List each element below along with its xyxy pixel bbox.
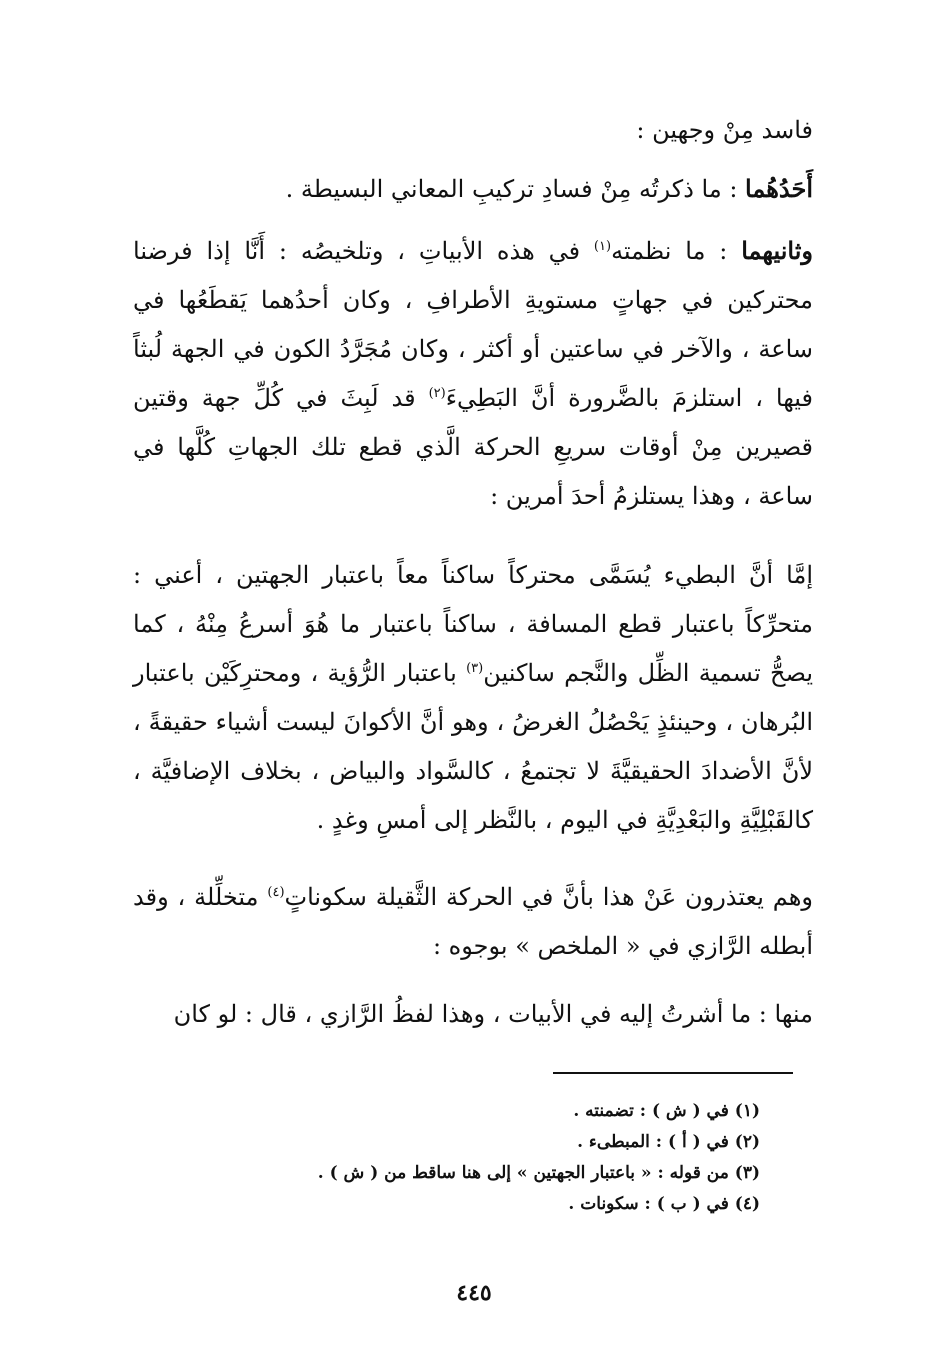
footnote-marker-1: (١) xyxy=(593,239,612,254)
paragraph-objection xyxy=(133,873,813,971)
page-number: ٤٤٥ xyxy=(456,1280,492,1306)
footnote-1: (١) في ( ش ) : تضمنته . xyxy=(573,1101,760,1121)
paragraph-text: فاسد مِنْ وجهين : xyxy=(636,116,813,144)
paragraph-text-segment: باعتبار الرُّؤية ، ومحترِكَيْن باعتبار البُرهان ، وحينئذٍ يَحْصُلُ الغرضُ ، وهو أنَّ الأكوانَ ليست أشياء حقيقةً ، لأنَّ الأضدادَ الحقيقيَّةَ لا تجتمعُ ، كالسَّواد والبياض ، بخلاف الإضافيَّة ، كالقَبْلِيَّةِ والبَعْدِيَّةِ في اليوم ، بالنَّظر إلى أمسِ وغدٍ . xyxy=(133,659,813,834)
footnote-2: (٢) في ( أ ) : المبطىء . xyxy=(577,1132,760,1152)
paragraph-second-aspect xyxy=(133,226,813,521)
paragraph-text-segment: وهم يعتذرون عَنْ هذا بأنَّ في الحركة الثَّقيلة سكوناتٍ xyxy=(284,883,814,911)
paragraph-text-segment: قد لَبِثَ في كُلِّ جهة وقتين قصيرين مِنْ أوقات سريعِ الحركة الَّذي قطع تلك الجهاتِ كُلَّها في ساعة ، وهذا يستلزمُ أحدَ أمرين : xyxy=(133,384,813,510)
paragraph-text-segment: : ما نظمته xyxy=(611,237,742,265)
paragraph-text-segment: في هذه الأبياتِ ، وتلخيصُه : أَنَّا إذا فرضنا محتركين في جهاتٍ مستويةِ الأطرافِ ، وكان أحدُهما يَقطَعُها في ساعة ، والآخر في ساعتين أو أكثر ، وكان مُجَرَّدُ الكون في الجهة لُبثاً فيها ، استلزمَ بالضَّرورة أنَّ البَطِيءَ xyxy=(133,237,813,412)
paragraph-razi-quote xyxy=(133,990,813,1039)
footnote-divider xyxy=(553,1072,793,1074)
paragraph-intro xyxy=(133,106,813,155)
footnote-marker-4: (٤) xyxy=(267,885,285,900)
paragraph-lead-word: أَحَدُهُما xyxy=(745,174,813,203)
paragraph-text-segment: متخلِّلة ، وقد أبطله الرَّازي في « الملخص » بوجوه : xyxy=(133,883,813,960)
paragraph-lead-word: وثانيهما xyxy=(741,236,813,265)
paragraph-slow-body xyxy=(133,551,813,845)
footnote-marker-3: (٣) xyxy=(466,661,484,676)
footnote-marker-2: (٢) xyxy=(428,386,446,401)
footnote-4: (٤) في ( ب ) : سكونات . xyxy=(568,1194,760,1214)
paragraph-first-aspect xyxy=(133,164,813,214)
paragraph-text: منها : ما أشرتُ إليه في الأبيات ، وهذا لفظُ الرَّازي ، قال : لو كان xyxy=(173,1000,813,1028)
footnote-3: (٣) من قوله : « باعتبار الجهتين » إلى هنا ساقط من ( ش ) . xyxy=(317,1163,760,1183)
footnotes xyxy=(180,1096,760,1220)
paragraph-text: : ما ذكرتُه مِنْ فسادِ تركيبِ المعاني البسيطة . xyxy=(285,175,746,203)
paragraph-text-segment: إمَّا أنَّ البطيء يُسَمَّى محتركاً ساكناً معاً باعتبار الجهتين ، أعني : متحرِّكاً باعتبار قطع المسافة ، ساكناً باعتبار ما هُوَ أسرعُ مِنْهُ ، كما يصحُّ تسمية الظِّل والنَّجم ساكنين xyxy=(133,561,813,687)
